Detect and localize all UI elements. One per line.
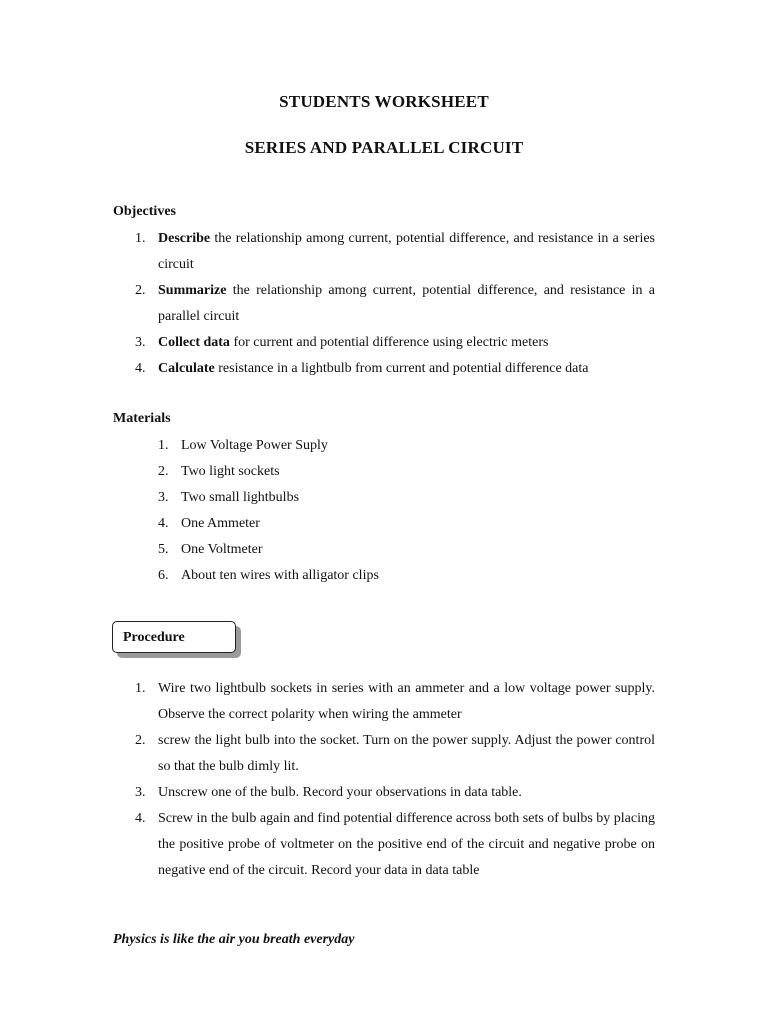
worksheet-title: STUDENTS WORKSHEET xyxy=(279,92,489,111)
procedure-heading-box: Procedure xyxy=(112,621,236,653)
materials-heading: Materials xyxy=(113,411,171,426)
objectives-list xyxy=(135,226,655,382)
worksheet-subtitle: SERIES AND PARALLEL CIRCUIT xyxy=(244,138,524,157)
objectives-heading: Objectives xyxy=(113,204,176,219)
list-item: 2. Two light sockets xyxy=(158,464,280,479)
procedure-list xyxy=(135,676,655,884)
list-item: 2. Summarize the relationship among current, potential difference, and resistance in a parallel circuit xyxy=(135,283,655,324)
list-item: 1. Low Voltage Power Suply xyxy=(158,438,328,453)
materials-list xyxy=(158,433,581,589)
list-item: 3. Unscrew one of the bulb. Record your observations in data table. xyxy=(135,785,522,800)
list-item: 1. Describe the relationship among current, potential difference, and resistance in a series circuit xyxy=(135,231,655,272)
list-item: 2. screw the light bulb into the socket. Turn on the power supply. Adjust the power control so that the bulb dimly lit. xyxy=(135,733,655,774)
list-item: 4. Screw in the bulb again and find potential difference across both sets of bulbs by placing the positive probe of voltmeter on the positive end of the circuit and negative probe on negative end of the circuit. Record your data in data table xyxy=(135,811,655,878)
list-item: 6. About ten wires with alligator clips xyxy=(158,568,379,583)
list-item: 4. One Ammeter xyxy=(158,516,260,531)
list-item: 4. Calculate resistance in a lightbulb from current and potential difference data xyxy=(135,361,589,376)
list-item: 3. Collect data for current and potential difference using electric meters xyxy=(135,335,549,350)
list-item: 1. Wire two lightbulb sockets in series with an ammeter and a low voltage power supply. Observe the correct polarity when wiring the ammeter xyxy=(135,681,655,722)
list-item: 3. Two small lightbulbs xyxy=(158,490,300,505)
footer-quote: Physics is like the air you breath everyday xyxy=(113,932,355,947)
list-item: 5. One Voltmeter xyxy=(158,542,263,557)
